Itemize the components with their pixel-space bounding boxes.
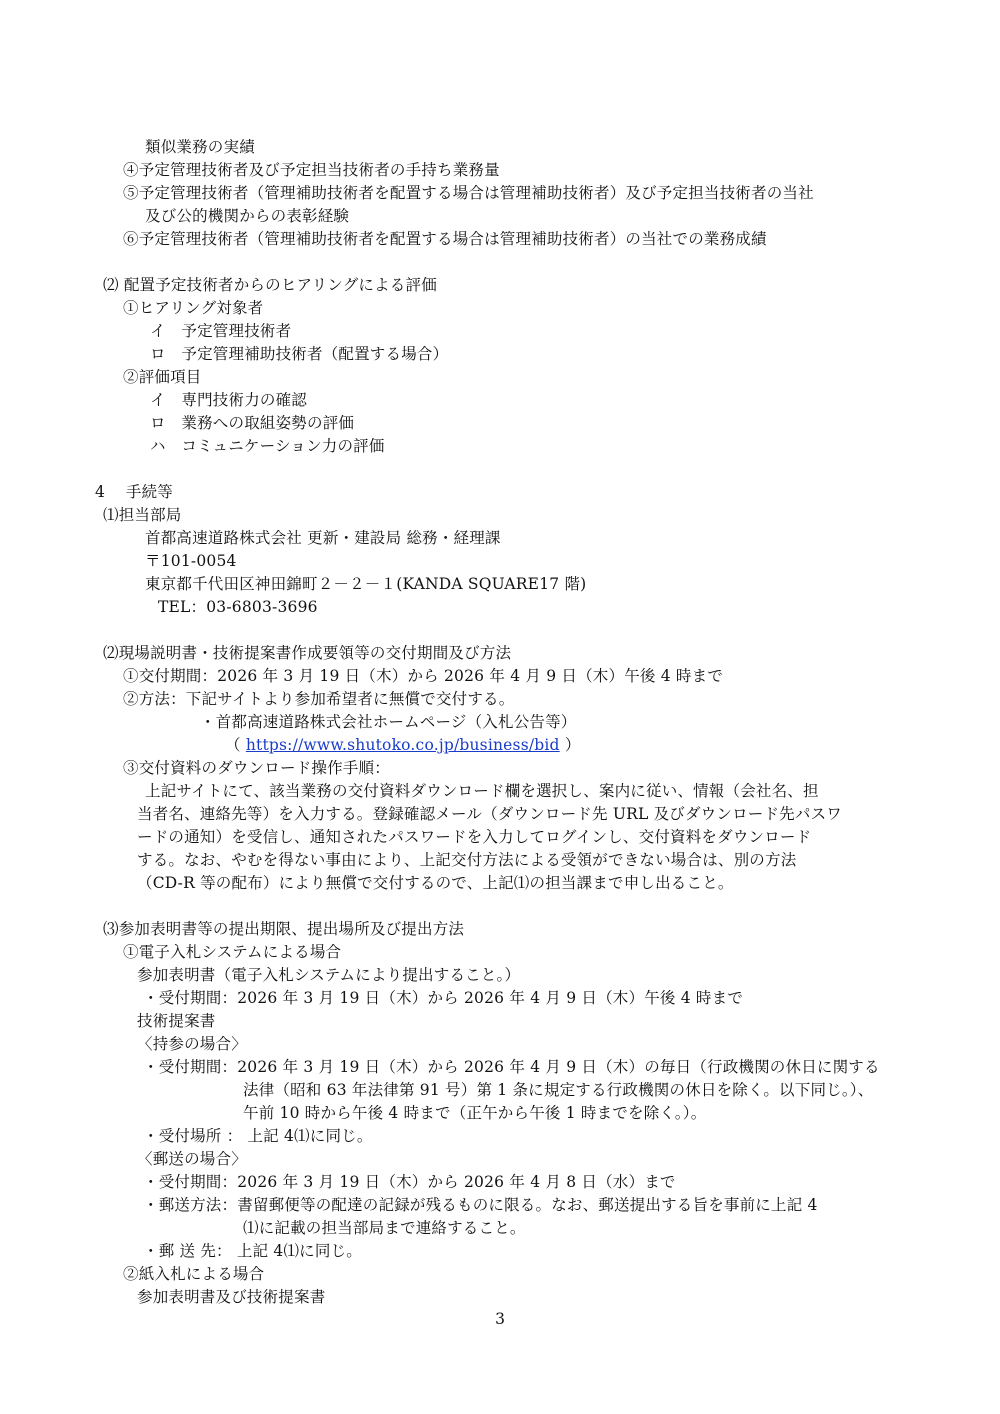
text-line: ①ヒアリング対象者 — [123, 299, 264, 317]
text-line: ⑴に記載の担当部局まで連絡すること。 — [243, 1219, 526, 1237]
text-line: ⑥予定管理技術者（管理補助技術者を配置する場合は管理補助技術者）の当社での業務成績 — [123, 230, 767, 248]
text-line: ハ コミュニケーション力の評価 — [150, 437, 385, 455]
text-line: ロ 業務への取組姿勢の評価 — [150, 414, 355, 432]
text-line: ・郵 送 先： 上記 4⑴に同じ。 — [143, 1242, 362, 1260]
text-line: 及び公的機関からの表彰経験 — [145, 207, 350, 225]
text-line: 〈持参の場合〉 — [137, 1035, 247, 1053]
text-line: 参加表明書及び技術提案書 — [137, 1288, 326, 1306]
text-line: ・受付期間：2026 年 3 月 19 日（木）から 2026 年 4 月 8 日（水）まで — [143, 1173, 676, 1191]
text-line: ①交付期間：2026 年 3 月 19 日（木）から 2026 年 4 月 9 日（木）午後 4 時まで — [123, 667, 724, 685]
link-paren-open: （ — [225, 736, 246, 754]
text-line: ロ 予定管理補助技術者（配置する場合） — [150, 345, 449, 363]
subsection-heading: ⑴担当部局 — [103, 506, 182, 524]
section-heading: ⑵ 配置予定技術者からのヒアリングによる評価 — [103, 276, 437, 294]
text-line: する。なお、やむを得ない事由により、上記交付方法による受領ができない場合は、別の方法 — [137, 851, 797, 869]
text-line: ④予定管理技術者及び予定担当技術者の手持ち業務量 — [123, 161, 500, 179]
text-line: 類似業務の実績 — [145, 138, 255, 156]
text-line: 法律（昭和 63 年法律第 91 号）第 1 条に規定する行政機関の休日を除く。以下同じ。）、 — [243, 1081, 874, 1099]
text-line: イ 予定管理技術者 — [150, 322, 292, 340]
text-line: TEL：03-6803-3696 — [158, 598, 318, 616]
link-paren-close: ） — [559, 736, 581, 754]
bid-page-link[interactable]: https://www.shutoko.co.jp/business/bid — [245, 736, 560, 754]
text-line: ードの通知）を受信し、通知されたパスワードを入力してログインし、交付資料をダウンロード — [137, 828, 812, 846]
text-line: 参加表明書（電子入札システムにより提出すること。） — [137, 966, 521, 984]
text-line: 午前 10 時から午後 4 時まで（正午から午後 1 時までを除く。）。 — [243, 1104, 707, 1122]
text-line: 当者名、連絡先等）を入力する。登録確認メール（ダウンロード先 URL 及びダウンロード先パスワ — [137, 805, 842, 823]
text-line: ・郵送方法：書留郵便等の配達の記録が残るものに限る。なお、郵送提出する旨を事前に上記 4 — [143, 1196, 818, 1214]
text-line: イ 専門技術力の確認 — [150, 391, 308, 409]
text-line: （CD-R 等の配布）により無償で交付するので、上記⑴の担当課まで申し出ること。 — [137, 874, 734, 892]
section-heading: 4 手続等 — [95, 483, 173, 501]
text-line: ③交付資料のダウンロード操作手順： — [123, 759, 390, 777]
subsection-heading: ⑶参加表明書等の提出期限、提出場所及び提出方法 — [103, 920, 465, 938]
text-line: ・首都高速道路株式会社ホームページ（入札公告等） — [200, 713, 577, 731]
text-line: 〈郵送の場合〉 — [137, 1150, 247, 1168]
text-line: 技術提案書 — [137, 1012, 216, 1030]
subsection-heading: ⑵現場説明書・技術提案書作成要領等の交付期間及び方法 — [103, 644, 512, 662]
text-line: ②方法：下記サイトより参加希望者に無償で交付する。 — [123, 690, 515, 708]
link-line — [225, 735, 581, 755]
text-line: 首都高速道路株式会社 更新・建設局 総務・経理課 — [145, 529, 501, 547]
text-line: ②評価項目 — [123, 368, 202, 386]
text-line: ②紙入札による場合 — [123, 1265, 265, 1283]
text-line: 〒101-0054 — [145, 552, 237, 570]
text-line: 東京都千代田区神田錦町２－２－１(KANDA SQUARE17 階) — [145, 575, 587, 593]
page-number: 3 — [495, 1310, 505, 1328]
text-line: ⑤予定管理技術者（管理補助技術者を配置する場合は管理補助技術者）及び予定担当技術者の当社 — [123, 184, 814, 202]
text-line: ①電子入札システムによる場合 — [123, 943, 342, 961]
text-line: 上記サイトにて、該当業務の交付資料ダウンロード欄を選択し、案内に従い、情報（会社名、担 — [145, 782, 819, 800]
text-line: ・受付場所 ： 上記 4⑴に同じ。 — [143, 1127, 373, 1145]
text-line: ・受付期間：2026 年 3 月 19 日（木）から 2026 年 4 月 9 日（木）の毎日（行政機関の休日に関する — [143, 1058, 880, 1076]
text-line: ・受付期間：2026 年 3 月 19 日（木）から 2026 年 4 月 9 日（木）午後 4 時まで — [143, 989, 744, 1007]
